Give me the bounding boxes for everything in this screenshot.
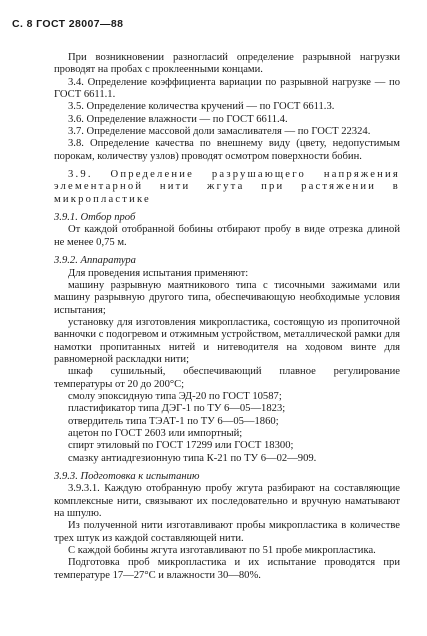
list-item-epoxy-resin: смолу эпоксидную типа ЭД-20 по ГОСТ 10587;: [68, 390, 282, 402]
page-header: С. 8 ГОСТ 28007—88: [12, 18, 124, 30]
list-item-lubricant: смазку антиадгезионную типа К-21 по ТУ 6—02—909.: [68, 452, 317, 464]
subsection-3-9-2-text: 3.9.2. Аппаратура: [54, 255, 136, 267]
list-item-ethanol: спирт этиловый по ГОСТ 17299 или ГОСТ 18300;: [68, 440, 294, 452]
paragraph-disagreement: При возникновении разногласий определение разрывной нагрузки проводят на пробах с проклеенными концами.: [54, 52, 400, 76]
subsection-3-9-1-text: 3.9.1. Отбор проб: [54, 212, 136, 224]
paragraph-sample-count: С каждой бобины жгута изготавливают по 51 пробе микропластика.: [68, 545, 376, 557]
paragraph-3-5: 3.5. Определение количества кручений — по ГОСТ 6611.3.: [68, 101, 335, 113]
list-item-drying-cabinet: шкаф сушильный, обеспечивающий плавное регулирование температуры от 20 до 200°С;: [54, 366, 400, 390]
list-item-plasticizer: пластификатор типа ДЭГ-1 по ТУ 6—05—1823;: [68, 403, 286, 415]
paragraph-equipment-intro: Для проведения испытания применяют:: [68, 267, 249, 279]
paragraph-sampling: От каждой отобранной бобины отбирают пробу в виде отрезка длиной не менее 0,75 м.: [54, 224, 400, 248]
paragraph-test-conditions: Подготовка проб микропластика и их испытание проводятся при температуре 17—27°С и влажности 30—80%.: [54, 557, 400, 581]
list-item-hardener: отвердитель типа ТЭАТ-1 по ТУ 6—05—1860;: [68, 415, 279, 427]
list-item-acetone: ацетон по ГОСТ 2603 или импортный;: [68, 427, 243, 439]
subsection-3-9-1-heading: [54, 212, 400, 224]
section-3-9-heading: 3.9. Определение разрушающего напряжения элементарной нити жгута при растяжении в микропластике: [54, 169, 400, 205]
subsection-3-9-3-text: 3.9.3. Подготовка к испытанию: [54, 471, 200, 482]
subsection-3-9-2-heading: [54, 255, 400, 267]
paragraph-3-7: 3.7. Определение массовой доли замасливателя — по ГОСТ 22324.: [68, 126, 371, 138]
paragraph-3-8: 3.8. Определение качества по внешнему виду (цвету, недопустимым порокам, количеству узлов) проводят осмотром поверхности бобин.: [54, 138, 400, 162]
paragraph-3-9-3-1: 3.9.3.1. Каждую отобранную пробу жгута разбирают на составляющие комплексные нити, связывают их последовательно и вручную наматывают на шпулю.: [54, 483, 400, 520]
subsection-3-9-3-heading: [54, 471, 400, 483]
list-item-tensile-machine: машину разрывную маятникового типа с тисочными зажимами или машину разрывную другого типа, обеспечивающую необходимые условия испытания;: [54, 279, 400, 316]
paragraph-3-6: 3.6. Определение влажности — по ГОСТ 6611.4.: [68, 113, 288, 125]
paragraph-3-4: 3.4. Определение коэффициента вариации по разрывной нагрузке — по ГОСТ 6611.1.: [54, 76, 400, 101]
document-body: [54, 52, 400, 582]
paragraph-sample-making: Из полученной нити изготавливают пробы микропластика в количестве трех штук из каждой составляющей нити.: [54, 520, 400, 544]
list-item-microplastic-setup: установку для изготовления микропластика, состоящую из пропиточной ванночки с подогревом и отжимным устройством, металлической рамки для намотки пропитанных нитей и нитеводителя на ходовом винте для равномерной раскладки нити;: [54, 316, 400, 365]
